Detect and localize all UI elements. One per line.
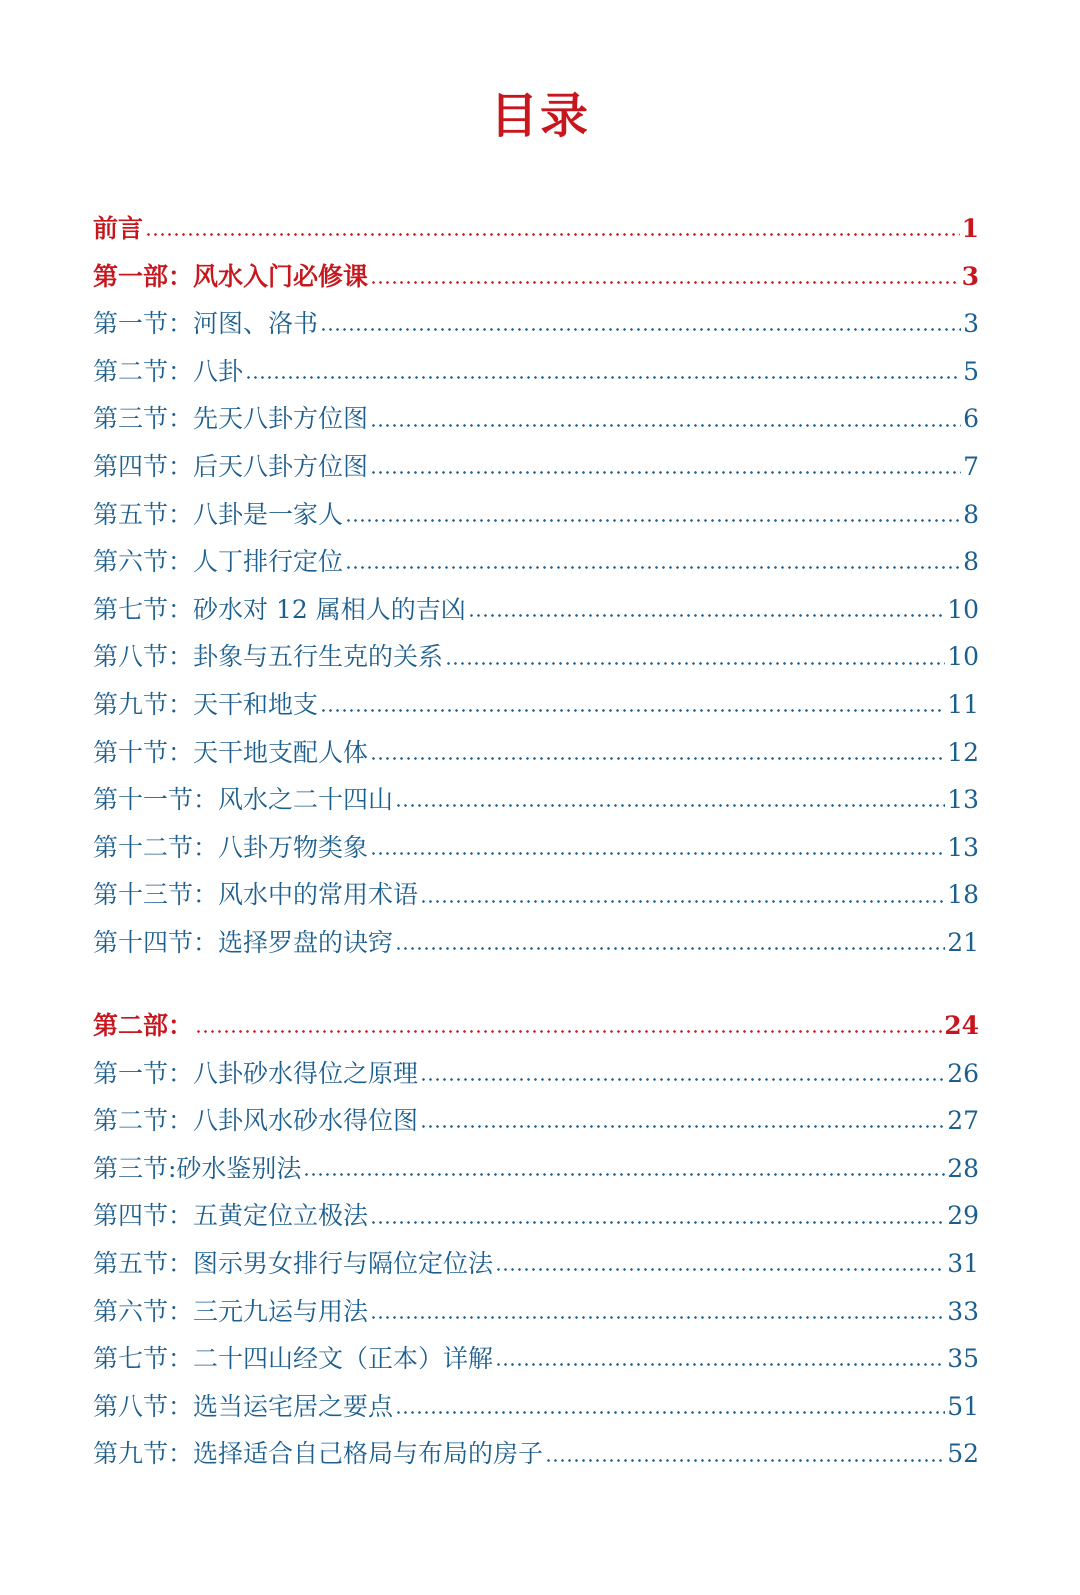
dot-leader (245, 376, 961, 379)
dot-leader (420, 900, 945, 903)
toc-entry-title: 第六节：三元九运与用法 (93, 1296, 369, 1326)
dot-leader (370, 281, 960, 284)
toc-page-number: 3 (963, 309, 979, 339)
toc-section-entry[interactable] (93, 348, 979, 396)
toc-entry-title: 第十三节：风水中的常用术语 (93, 880, 419, 910)
dot-leader (320, 328, 961, 331)
toc-entry-title: 第十节：天干地支配人体 (93, 737, 369, 767)
toc-entry-title: 第七节：二十四山经文（正本）详解 (93, 1344, 494, 1374)
toc-entry-title: 第十一节：风水之二十四山 (93, 785, 394, 815)
toc-entry-title: 第二部： (93, 1011, 194, 1040)
toc-section-entry[interactable] (93, 633, 979, 681)
dot-leader (395, 804, 945, 807)
toc-page-number: 28 (947, 1153, 979, 1183)
dot-leader (303, 1173, 945, 1176)
toc-page-number: 3 (961, 261, 979, 291)
toc-entry-title: 第十四节：选择罗盘的诀窍 (93, 927, 394, 957)
dot-leader (370, 1316, 945, 1319)
toc-section-entry[interactable] (93, 1145, 979, 1193)
toc-section-entry[interactable] (93, 1383, 979, 1431)
toc-page-number: 8 (963, 547, 979, 577)
toc-entry-title: 第二节：八卦 (93, 356, 244, 386)
toc-section-entry[interactable] (93, 586, 979, 634)
toc-page-number: 27 (947, 1106, 979, 1136)
dot-leader (395, 947, 945, 950)
toc-part-entry[interactable] (93, 253, 979, 301)
dot-leader (420, 1125, 945, 1128)
toc-section-entry[interactable] (93, 300, 979, 348)
toc-section-entry[interactable] (93, 1335, 979, 1383)
toc-page-number: 51 (947, 1391, 979, 1421)
toc-entry-title: 第一节：八卦砂水得位之原理 (93, 1058, 419, 1088)
toc-entry-title: 第一部：风水入门必修课 (93, 261, 369, 291)
toc-page-number: 29 (947, 1201, 979, 1231)
dot-leader (345, 519, 961, 522)
dot-leader (195, 1030, 942, 1033)
toc-entry-title: 第一节：河图、洛书 (93, 309, 319, 339)
dot-leader (370, 471, 961, 474)
toc-page-number: 26 (947, 1058, 979, 1088)
toc-page-number: 13 (947, 832, 979, 862)
toc-section-entry[interactable] (93, 443, 979, 491)
toc-entry-title: 第三节：先天八卦方位图 (93, 404, 369, 434)
toc-section-entry[interactable] (93, 919, 979, 967)
toc-section-entry[interactable] (93, 395, 979, 443)
toc-entry-title: 第五节：八卦是一家人 (93, 499, 344, 529)
dot-leader (370, 1221, 945, 1224)
dot-leader (545, 1459, 945, 1462)
toc-section-entry[interactable] (93, 1050, 979, 1098)
toc-page-number: 10 (947, 642, 979, 672)
toc-entry-title: 第八节：卦象与五行生克的关系 (93, 642, 444, 672)
toc-section-entry[interactable] (93, 538, 979, 586)
toc-page-number: 1 (961, 214, 979, 243)
toc-list-part-one (93, 205, 979, 967)
toc-section-entry[interactable] (93, 1288, 979, 1336)
toc-section-entry[interactable] (93, 729, 979, 777)
toc-entry-title: 第六节：人丁排行定位 (93, 547, 344, 577)
toc-page-number: 31 (947, 1248, 979, 1278)
toc-section-entry[interactable] (93, 824, 979, 872)
toc-list-part-two (93, 1002, 979, 1478)
toc-page-number: 24 (944, 1011, 979, 1040)
dot-leader (420, 1078, 945, 1081)
toc-page-number: 52 (947, 1439, 979, 1469)
toc-part-entry[interactable] (93, 1002, 979, 1050)
toc-section-entry[interactable] (93, 776, 979, 824)
dot-leader (370, 852, 945, 855)
toc-page-number: 8 (963, 499, 979, 529)
toc-entry-title: 第十二节：八卦万物类象 (93, 832, 369, 862)
dot-leader (145, 233, 960, 236)
toc-section-entry[interactable] (93, 1430, 979, 1478)
toc-entry-title: 第二节：八卦风水砂水得位图 (93, 1106, 419, 1136)
dot-leader (495, 1268, 945, 1271)
toc-page-number: 18 (947, 880, 979, 910)
toc-section-entry[interactable] (93, 1240, 979, 1288)
toc-entry-title: 第七节：砂水对 12 属相人的吉凶 (93, 594, 466, 624)
toc-entry-title: 第四节：五黄定位立极法 (93, 1201, 369, 1231)
dot-leader (445, 662, 945, 665)
dot-leader (468, 614, 945, 617)
toc-entry-title: 第八节：选当运宅居之要点 (93, 1391, 394, 1421)
dot-leader (495, 1363, 945, 1366)
toc-entry-title: 第五节：图示男女排行与隔位定位法 (93, 1248, 494, 1278)
toc-section-entry[interactable] (93, 491, 979, 539)
dot-leader (395, 1411, 945, 1414)
toc-section-entry[interactable] (93, 871, 979, 919)
toc-entry-title: 第三节:砂水鉴别法 (93, 1153, 302, 1183)
toc-entry-title: 第九节：天干和地支 (93, 689, 319, 719)
toc-entry-title: 前言 (93, 214, 144, 243)
toc-section-entry[interactable] (93, 1097, 979, 1145)
toc-page-number: 11 (947, 689, 979, 719)
toc-page-number: 13 (947, 785, 979, 815)
toc-page-number: 6 (963, 404, 979, 434)
toc-entry-title: 第九节：选择适合自己格局与布局的房子 (93, 1439, 544, 1469)
dot-leader (370, 757, 945, 760)
toc-page-number: 33 (947, 1296, 979, 1326)
toc-page-number: 12 (947, 737, 979, 767)
toc-page-number: 21 (947, 927, 979, 957)
toc-section-entry[interactable] (93, 681, 979, 729)
page-title: 目录 (489, 88, 590, 144)
toc-page-number: 7 (963, 451, 979, 481)
toc-entry-title: 第四节：后天八卦方位图 (93, 451, 369, 481)
dot-leader (345, 566, 961, 569)
toc-page-number: 5 (963, 356, 979, 386)
dot-leader (370, 424, 961, 427)
toc-page-number: 10 (947, 594, 979, 624)
dot-leader (320, 709, 945, 712)
toc-section-entry[interactable] (93, 1192, 979, 1240)
toc-part-entry[interactable] (93, 205, 979, 253)
toc-page-number: 35 (947, 1344, 979, 1374)
